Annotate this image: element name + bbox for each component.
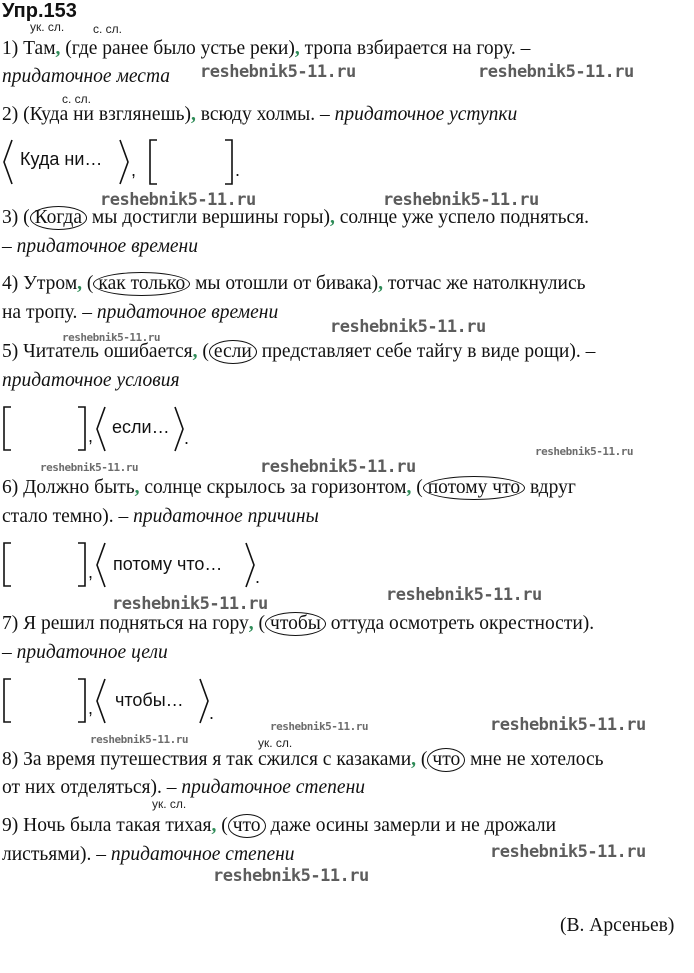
sentence-8: 8) За время путешествия я так сжился с казаками, ( что мне не хотелось (2, 749, 604, 770)
scheme-comma: , (88, 698, 94, 718)
watermark: reshebnik5-11.ru (535, 445, 633, 458)
sentence-2: 2) (Куда ни взглянешь), всюду холмы. – придаточное уступки (2, 104, 518, 125)
circled-conjunction: что (228, 814, 266, 838)
sentence-1: 1) Там, (где ранее было устье реки), тропа взбирается на гору. – (2, 38, 531, 59)
sentence-6-continued: стало темно). – придаточное причины (2, 506, 319, 527)
author-attribution: (В. Арсеньев) (560, 915, 675, 936)
scheme-period: . (184, 428, 190, 448)
sentence-scheme-2 (2, 136, 252, 188)
watermark: reshebnik5-11.ru (478, 62, 634, 82)
scheme-period: . (255, 567, 261, 587)
circled-conjunction: как только (93, 272, 190, 296)
watermark: reshebnik5-11.ru (490, 715, 646, 735)
watermark: reshebnik5-11.ru (90, 733, 188, 746)
exercise-title: Упр.153 (2, 0, 77, 22)
annotation-main-word: ук. сл. (30, 20, 65, 34)
watermark: reshebnik5-11.ru (40, 461, 138, 474)
sentence-scheme-5 (2, 404, 212, 454)
annotation-main-word: ук. сл. (258, 736, 293, 750)
scheme-comma: , (131, 160, 137, 180)
watermark: reshebnik5-11.ru (112, 594, 268, 614)
circled-conjunction: Когда (30, 206, 87, 230)
watermark: reshebnik5-11.ru (490, 842, 646, 862)
clause-type-label: придаточное условия (2, 370, 180, 391)
sentence-4: 4) Утром, ( как только мы отошли от бивака), тотчас же натолкнулись (2, 273, 586, 294)
scheme-conjunction: Куда ни… (20, 149, 103, 169)
annotation-conjunction-word: с. сл. (93, 22, 123, 36)
clause-type-label: – придаточное времени (2, 236, 198, 257)
scheme-period: . (235, 160, 241, 180)
scheme-conjunction: чтобы… (115, 690, 184, 710)
watermark: reshebnik5-11.ru (62, 331, 160, 344)
scheme-comma: , (88, 426, 94, 446)
sentence-9-continued: листьями). – придаточное степени (2, 844, 295, 865)
scheme-conjunction: если… (112, 417, 170, 437)
annotation-conjunction-word: с. сл. (62, 92, 92, 106)
sentence-5: 5) Читатель ошибается, ( если представляет себе тайгу в виде рощи). – (2, 341, 596, 362)
sentence-3: 3) ( Когда мы достигли вершины горы), солнце уже успело подняться. (2, 207, 589, 228)
clause-type-label: – придаточное цели (2, 642, 168, 663)
sentence-scheme-6 (2, 540, 282, 592)
watermark: reshebnik5-11.ru (330, 317, 486, 337)
annotation-main-word: ук. сл. (152, 797, 187, 811)
watermark: reshebnik5-11.ru (386, 585, 542, 605)
circled-conjunction: если (209, 340, 257, 364)
circled-conjunction: потому что (423, 476, 525, 500)
sentence-4-continued: на тропу. – придаточное времени (2, 302, 279, 323)
scheme-period: . (209, 703, 215, 723)
clause-type-label: придаточное места (2, 66, 171, 87)
circled-conjunction: чтобы (265, 612, 326, 636)
circled-conjunction: что (427, 748, 465, 772)
sentence-9: 9) Ночь была такая тихая, ( что даже осины замерли и не дрожали (2, 815, 557, 836)
watermark: reshebnik5-11.ru (100, 190, 256, 210)
sentence-8-continued: от них отделяться). – придаточное степени (2, 777, 365, 798)
watermark: reshebnik5-11.ru (260, 457, 416, 477)
watermark: reshebnik5-11.ru (213, 866, 369, 886)
watermark: reshebnik5-11.ru (200, 62, 356, 82)
sentence-6: 6) Должно быть, солнце скрылось за горизонтом, ( потому что вдруг (2, 477, 576, 498)
watermark: reshebnik5-11.ru (270, 720, 368, 733)
sentence-7: 7) Я решил подняться на гору, ( чтобы оттуда осмотреть окрестности). (2, 613, 595, 634)
scheme-comma: , (88, 562, 94, 582)
sentence-scheme-7 (2, 676, 232, 728)
scheme-conjunction: потому что… (113, 554, 223, 574)
watermark: reshebnik5-11.ru (383, 190, 539, 210)
